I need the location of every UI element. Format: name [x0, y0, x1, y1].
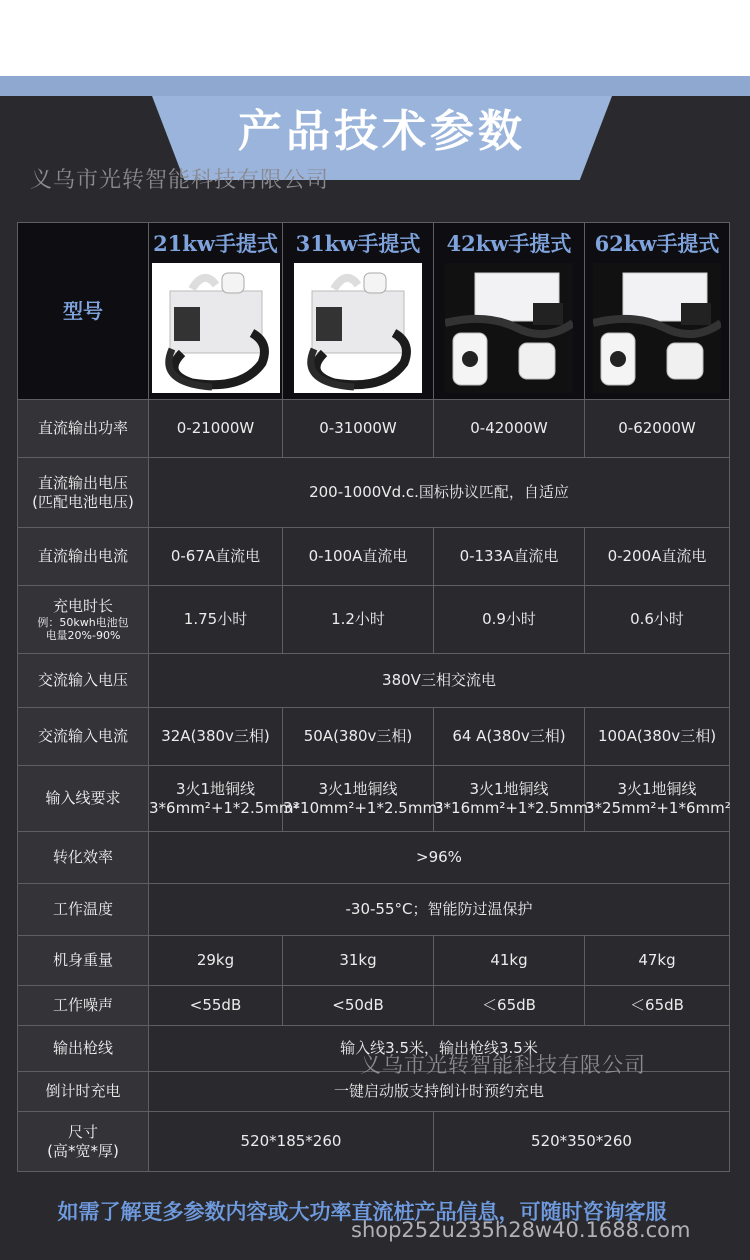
table-row	[18, 936, 730, 986]
table-cell: >96%	[149, 832, 730, 884]
table-cell	[149, 766, 300, 832]
row-label-line: (高*宽*厚)	[47, 1141, 119, 1160]
title-band	[0, 76, 750, 96]
row-label-line: (匹配电池电压)	[32, 492, 134, 511]
table-cell: 0.9小时	[434, 586, 585, 654]
cell-line: 3火1地铜线	[617, 779, 697, 798]
table-cell: 0-42000W	[434, 400, 585, 458]
cell-line: 3*10mm²+1*2.5mm²	[283, 798, 444, 817]
table-cell: 一键启动版支持倒计时预约充电	[149, 1072, 730, 1112]
model-cell	[149, 223, 283, 400]
table-cell: 0-67A直流电	[149, 528, 283, 586]
row-label: 直流输出功率	[18, 400, 149, 458]
row-label-line: 直流输出电压	[37, 473, 128, 492]
table-row	[18, 708, 730, 766]
row-label: 交流输入电流	[18, 708, 149, 766]
table-cell: 输入线3.5米，输出枪线3.5米	[149, 1026, 730, 1072]
table-row	[18, 528, 730, 586]
table-cell: 64 A(380v三相)	[434, 708, 585, 766]
cell-line: 3火1地铜线	[469, 779, 549, 798]
cell-line: 3火1地铜线	[318, 779, 398, 798]
charger-small-image	[152, 263, 280, 393]
table-cell: 0-21000W	[149, 400, 283, 458]
table-cell: -30-55°C；智能防过温保护	[149, 884, 730, 936]
table-row	[18, 586, 730, 654]
model-name: 31kw手提式	[295, 230, 421, 256]
row-label: 交流输入电压	[18, 654, 149, 708]
table-cell: <50dB	[283, 986, 434, 1026]
table-cell: 0-133A直流电	[434, 528, 585, 586]
table-cell: 1.75小时	[149, 586, 283, 654]
table-cell: 29kg	[149, 936, 283, 986]
model-name: 42kw手提式	[446, 230, 572, 256]
row-label-line: 充电时长	[52, 596, 113, 615]
top-margin	[0, 0, 750, 76]
model-name: 62kw手提式	[594, 230, 720, 256]
footer-contact-text: 如需了解更多参数内容或大功率直流桩产品信息，可随时咨询客服	[57, 1200, 667, 1224]
table-cell	[585, 766, 730, 832]
spec-table	[17, 222, 730, 1172]
cell-line: 3*16mm²+1*2.5mm²	[434, 798, 595, 817]
page-title: 产品技术参数	[238, 106, 526, 157]
row-label-note: 电量20%-90%	[45, 628, 121, 642]
shop-url: shop252u235h28w40.1688.com	[351, 1218, 691, 1242]
row-label: 输出枪线	[18, 1026, 149, 1072]
table-cell: 1.2小时	[283, 586, 434, 654]
table-row	[18, 400, 730, 458]
charger-small-image	[294, 263, 422, 393]
table-cell: 520*185*260	[149, 1112, 434, 1172]
row-label-note: 例：50kwh电池包	[37, 615, 129, 629]
table-cell: 32A(380v三相)	[149, 708, 283, 766]
table-cell	[283, 766, 444, 832]
row-label: 转化效率	[18, 832, 149, 884]
model-name: 21kw手提式	[153, 230, 278, 256]
table-cell	[434, 766, 595, 832]
model-cell	[585, 223, 730, 400]
cell-line: 3火1地铜线	[175, 779, 256, 798]
table-cell: 200-1000Vd.c.国标协议匹配，自适应	[149, 458, 730, 528]
row-label: 输入线要求	[18, 766, 149, 832]
table-row	[18, 1112, 730, 1172]
row-label	[18, 1112, 149, 1172]
table-cell: ＜65dB	[434, 986, 585, 1026]
table-cell: 0-100A直流电	[283, 528, 434, 586]
table-cell: <55dB	[149, 986, 283, 1026]
row-label: 工作温度	[18, 884, 149, 936]
table-cell: 380V三相交流电	[149, 654, 730, 708]
model-cell	[283, 223, 434, 400]
header-label-cell	[18, 223, 149, 400]
table-row	[18, 832, 730, 884]
table-cell: 41kg	[434, 936, 585, 986]
table-row	[18, 766, 730, 832]
cell-line: 3*6mm²+1*2.5mm²	[149, 798, 300, 817]
table-row	[18, 986, 730, 1026]
table-cell: 0-62000W	[585, 400, 730, 458]
row-label-line: 尺寸	[67, 1122, 98, 1141]
table-cell: 47kg	[585, 936, 730, 986]
charger-large-image	[445, 263, 573, 393]
row-label: 工作噪声	[18, 986, 149, 1026]
table-row	[18, 654, 730, 708]
cell-line: 3*25mm²+1*6mm²	[585, 798, 731, 817]
watermark-overlay: 义乌市光转智能科技有限公司	[360, 1053, 646, 1077]
table-cell: 31kg	[283, 936, 434, 986]
row-label: 机身重量	[18, 936, 149, 986]
table-cell: 0-31000W	[283, 400, 434, 458]
table-row	[18, 223, 730, 400]
model-header-label: 型号	[63, 298, 103, 323]
row-label: 倒计时充电	[18, 1072, 149, 1112]
charger-large-image	[593, 263, 721, 393]
table-cell: 520*350*260	[434, 1112, 730, 1172]
model-cell	[434, 223, 585, 400]
table-cell: 100A(380v三相)	[585, 708, 730, 766]
table-cell: 0-200A直流电	[585, 528, 730, 586]
table-cell: 50A(380v三相)	[283, 708, 434, 766]
table-row	[18, 884, 730, 936]
row-label: 直流输出电流	[18, 528, 149, 586]
row-label	[18, 458, 149, 528]
row-label	[18, 586, 149, 654]
table-cell: ＜65dB	[585, 986, 730, 1026]
table-cell: 0.6小时	[585, 586, 730, 654]
table-row	[18, 458, 730, 528]
watermark-top: 义乌市光转智能科技有限公司	[30, 168, 330, 193]
